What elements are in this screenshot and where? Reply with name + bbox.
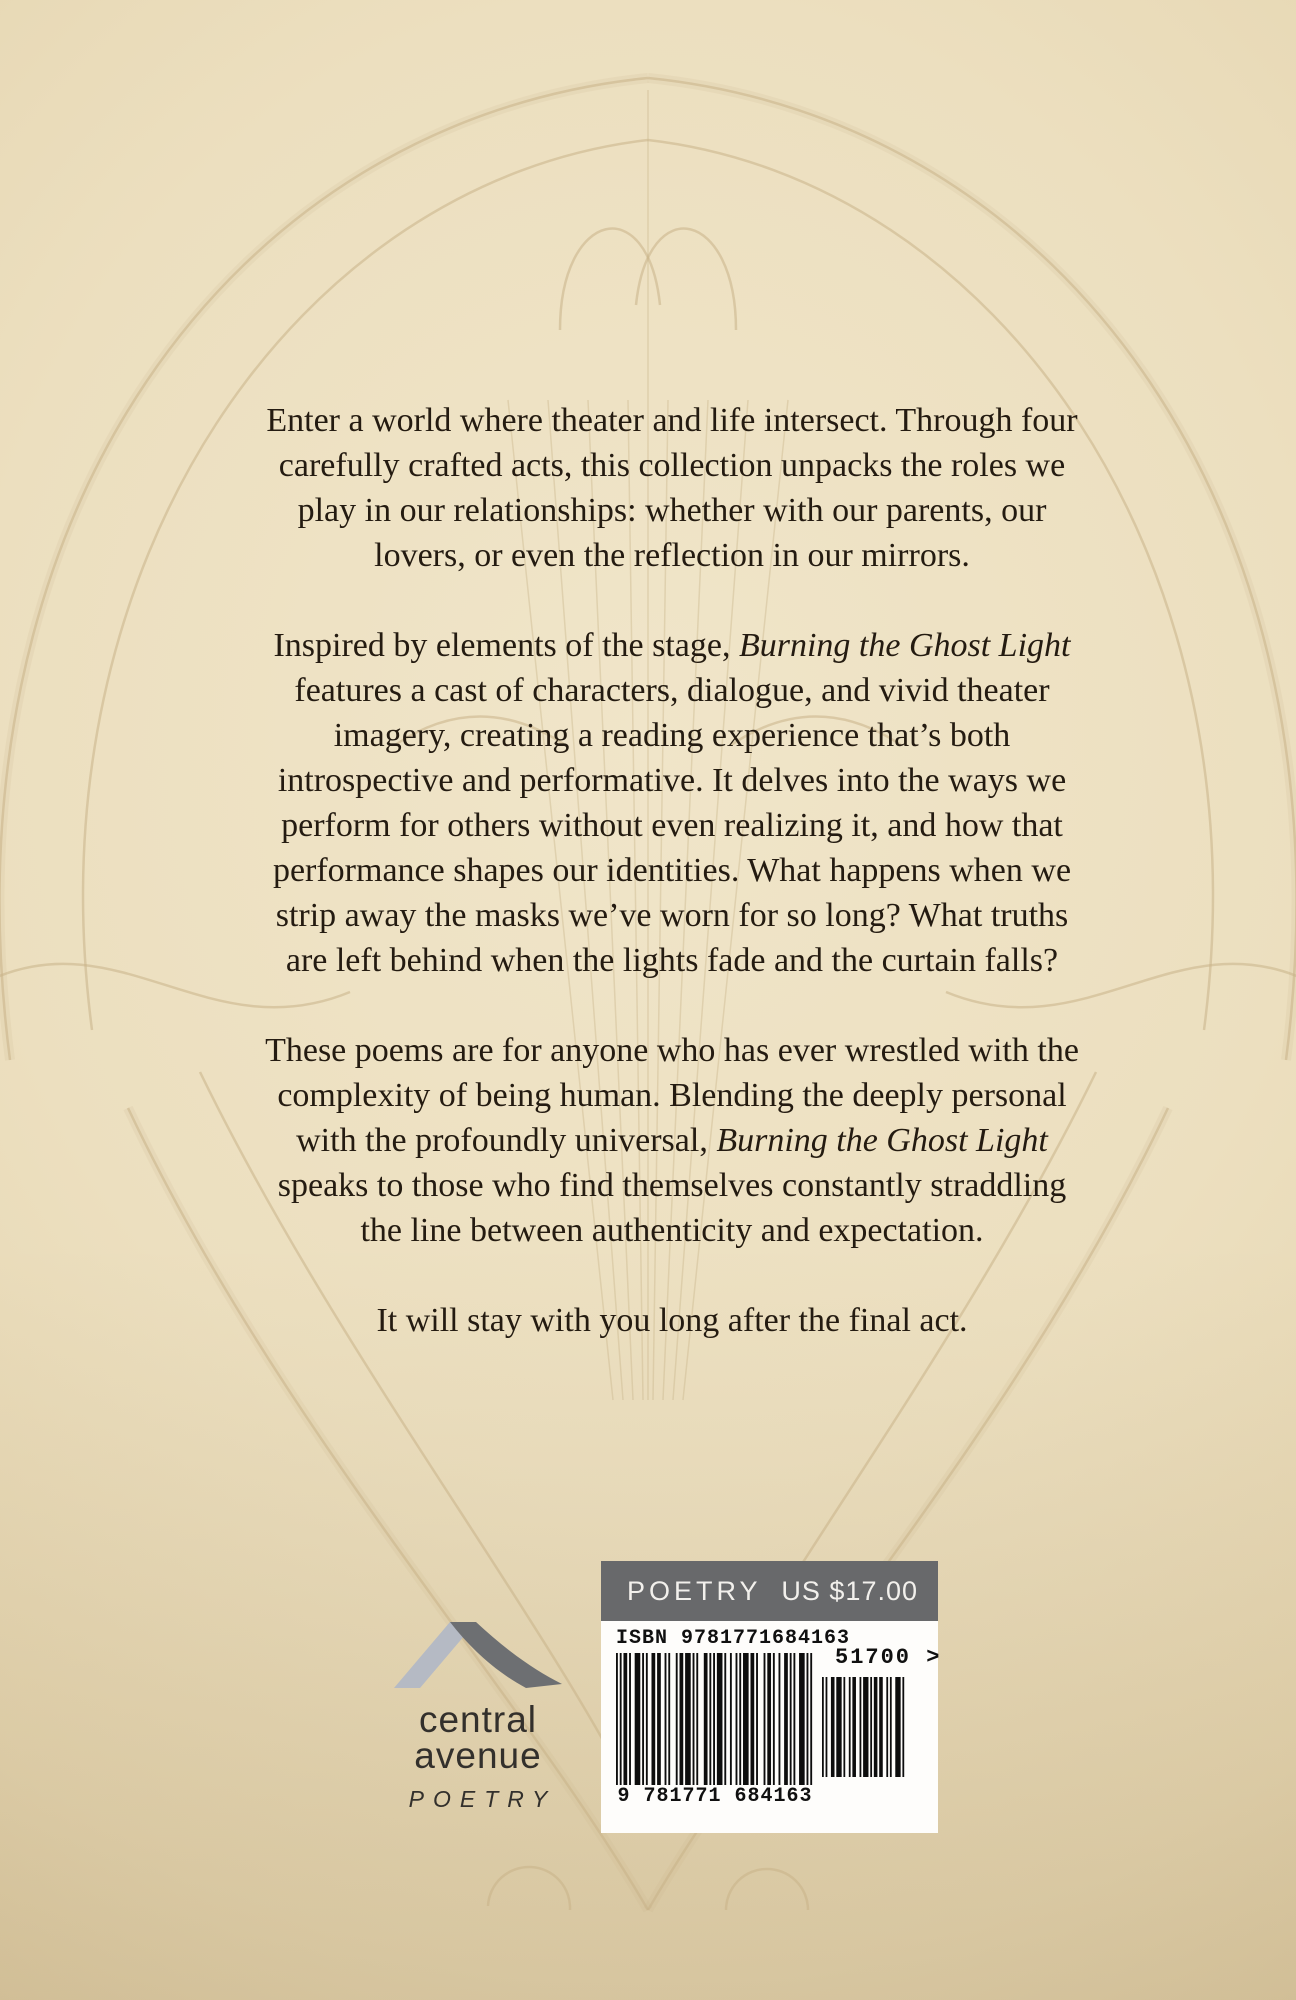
book-blurb: [254, 398, 1090, 1388]
publisher-name-line2: avenue: [414, 1735, 542, 1776]
barcode-addon-code: 51700 >: [835, 1645, 942, 1670]
category-price-bar: [601, 1561, 938, 1621]
tent-roof-icon: [394, 1622, 562, 1688]
publisher-logo: [383, 1622, 573, 1813]
barcode-bars: [616, 1653, 814, 1785]
barcode-label: [601, 1621, 942, 1833]
blurb-paragraph: These poems are for anyone who has ever wrestled with the complexity of being human. Blending the deeply personal with the profoundly universal, Burning the Ghost Light speaks to those who find themselves constantly straddling the line between authenticity and expectation.: [265, 1032, 1079, 1249]
price-label: US $17.00: [781, 1575, 918, 1606]
barcode-digits: 9 781771 684163: [617, 1785, 813, 1808]
barcode-addon-bars: [822, 1677, 906, 1777]
publisher-name-line1: central: [418, 1699, 538, 1740]
blurb-paragraph: Inspired by elements of the stage, Burning the Ghost Light features a cast of characters, dialogue, and vivid theater imagery, creating a reading experience that’s both introspective and performative. It delves into the ways we perform for others without even realizing it, and how that performance shapes our identities. What happens when we strip away the masks we’ve worn for so long? What truths are left behind when the lights fade and the curtain falls?: [272, 627, 1072, 979]
publisher-imprint: POETRY: [408, 1786, 557, 1812]
category-label: POETRY: [627, 1575, 762, 1606]
isbn-text: ISBN 9781771684163: [616, 1627, 851, 1650]
blurb-paragraph: Enter a world where theater and life intersect. Through four carefully crafted acts, this collection unpacks the roles we play in our relationships: whether with our parents, our lovers, or even the reflection in our mirrors.: [266, 402, 1078, 574]
blurb-paragraph: It will stay with you long after the final act.: [376, 1302, 968, 1339]
